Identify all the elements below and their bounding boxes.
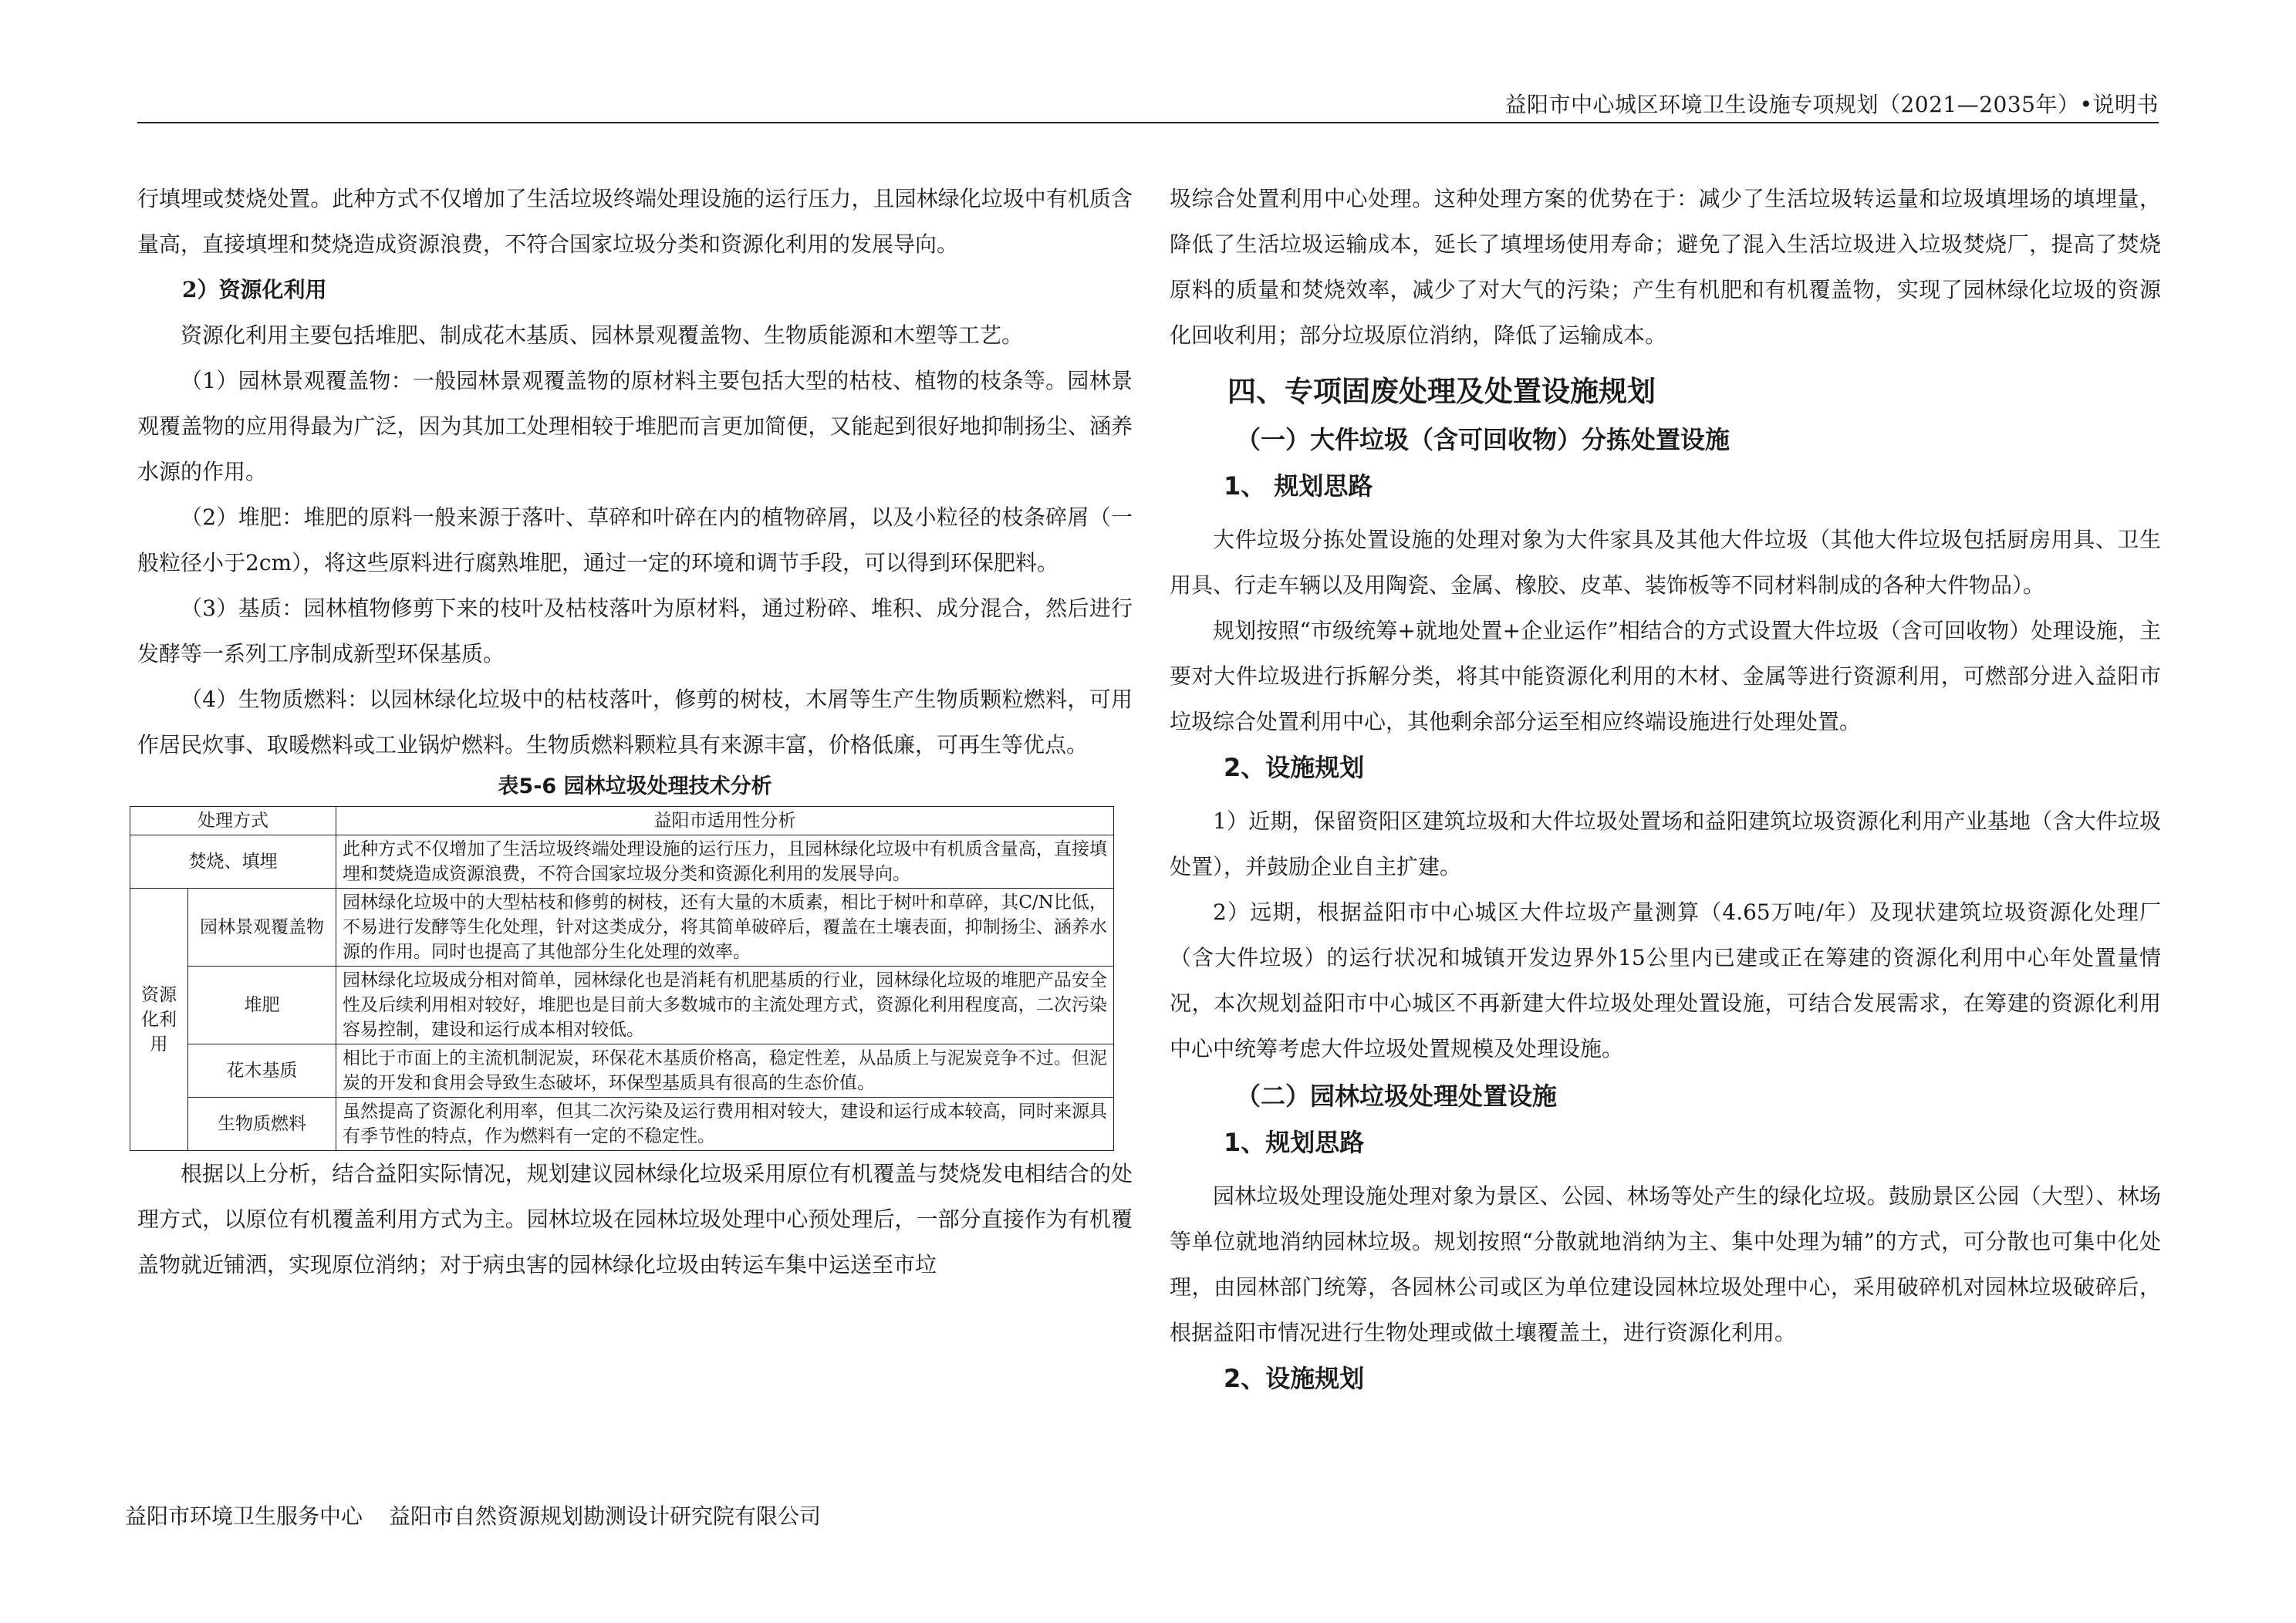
- paragraph: （1）园林景观覆盖物：一般园林景观覆盖物的原材料主要包括大型的枯枝、植物的枝条等。园林景观覆盖物的应用得最为广泛，因为其加工处理相较于堆肥而言更加简便，又能起到很好地抑制扬尘、涵养水源的作用。: [137, 368, 1133, 484]
- paragraph: （4）生物质燃料：以园林绿化垃圾中的枯枝落叶，修剪的树枝，木屑等生产生物质颗粒燃料，可用作居民炊事、取暖燃料或工业锅炉燃料。生物质燃料颗粒具有来源丰富，价格低廉，可再生等优点。: [137, 687, 1133, 758]
- paragraph: 行填埋或焚烧处置。此种方式不仅增加了生活垃圾终端处理设施的运行压力，且园林绿化垃圾中有机质含量高，直接填埋和焚烧造成资源浪费，不符合国家垃圾分类和资源化利用的发展导向。: [137, 186, 1133, 257]
- item-heading: 1、 规划思路: [1224, 471, 1373, 501]
- paragraph: 圾综合处置利用中心处理。这种处理方案的优势在于：减少了生活垃圾转运量和垃圾填埋场的填埋量，降低了生活垃圾运输成本，延长了填埋场使用寿命；避免了混入生活垃圾进入垃圾焚烧厂，提高了焚烧原料的质量和焚烧效率，减少了对大气的污染；产生有机肥和有机覆盖物，实现了园林绿化垃圾的资源化回收利用；部分垃圾原位消纳，降低了运输成本。: [1170, 186, 2161, 348]
- footer-org-institute: 益阳市自然资源规划勘测设计研究院有限公司: [389, 1503, 822, 1529]
- table-header-row: [130, 807, 1114, 835]
- subsection-heading: （二）园林垃圾处理处置设施: [1236, 1081, 1558, 1111]
- table-cell-desc: 相比于市面上的主流机制泥炭，环保花木基质价格高，稳定性差，从品质上与泥炭竞争不过。但泥炭的开发和食用会导致生态破坏，环保型基质具有很高的生态价值。: [336, 1044, 1114, 1098]
- table-cell-sub: 园林景观覆盖物: [188, 889, 336, 967]
- table-row: [130, 1098, 1114, 1151]
- footer-org-sanitation: 益阳市环境卫生服务中心: [125, 1503, 363, 1529]
- sub-heading: 2）资源化利用: [182, 277, 327, 302]
- item-heading: 2、设施规划: [1224, 1364, 1365, 1393]
- table-row: [130, 835, 1114, 889]
- paragraph: 1）近期，保留资阳区建筑垃圾和大件垃圾处置场和益阳建筑垃圾资源化利用产业基地（含大件垃圾处置），并鼓励企业自主扩建。: [1170, 808, 2161, 879]
- paragraph: 园林垃圾处理设施处理对象为景区、公园、林场等处产生的绿化垃圾。鼓励景区公园（大型）、林场等单位就地消纳园林垃圾。规划按照“分散就地消纳为主、集中处理为辅”的方式，可分散也可集中化处理，由园林部门统筹，各园林公司或区为单位建设园林垃圾处理中心，采用破碎机对园林垃圾破碎后，根据益阳市情况进行生物处理或做土壤覆盖土，进行资源化利用。: [1170, 1183, 2161, 1345]
- table-cell-method: 焚烧、填埋: [130, 835, 336, 889]
- table-header-method: 处理方式: [130, 807, 336, 835]
- paragraph: （2）堆肥：堆肥的原料一般来源于落叶、草碎和叶碎在内的植物碎屑，以及小粒径的枝条碎屑（一般粒径小于2cm），将这些原料进行腐熟堆肥，通过一定的环境和调节手段，可以得到环保肥料。: [137, 504, 1133, 575]
- table-cell-group: 资源化利用: [130, 889, 188, 1151]
- section-heading: 四、专项固废处理及处置设施规划: [1227, 375, 1656, 408]
- header-title: 益阳市中心城区环境卫生设施专项规划（2021—2035年）•说明书: [1504, 92, 2159, 117]
- table-cell-desc: 虽然提高了资源化利用率，但其二次污染及运行费用相对较大，建设和运行成本较高，同时来源具有季节性的特点，作为燃料有一定的不稳定性。: [336, 1098, 1114, 1151]
- paragraph: 2）远期，根据益阳市中心城区大件垃圾产量测算（4.65万吨/年）及现状建筑垃圾资源化处理厂（含大件垃圾）的运行状况和城镇开发边界外15公里内已建或正在筹建的资源化利用中心年处置量情况，本次规划益阳市中心城区不再新建大件垃圾处理处置设施，可结合发展需求，在筹建的资源化利用中心中统筹考虑大件垃圾处置规模及处理设施。: [1170, 899, 2161, 1061]
- table-caption: 表5-6 园林垃圾处理技术分析: [498, 774, 772, 798]
- paragraph: 大件垃圾分拣处置设施的处理对象为大件家具及其他大件垃圾（其他大件垃圾包括厨房用具、卫生用具、行走车辆以及用陶瓷、金属、橡胶、皮革、装饰板等不同材料制成的各种大件物品）。: [1170, 527, 2161, 598]
- table-cell-desc: 园林绿化垃圾中的大型枯枝和修剪的树枝，还有大量的木质素，相比于树叶和草碎，其C/N比低，不易进行发酵等生化处理，针对这类成分，将其简单破碎后，覆盖在土壤表面，抑制扬尘、涵养水源的作用。同时也提高了其他部分生化处理的效率。: [336, 889, 1114, 967]
- table-header-analysis: 益阳市适用性分析: [336, 807, 1114, 835]
- paragraph: 规划按照“市级统筹+就地处置+企业运作”相结合的方式设置大件垃圾（含可回收物）处理设施，主要对大件垃圾进行拆解分类，将其中能资源化利用的木材、金属等进行资源利用，可燃部分进入益阳市垃圾综合处置利用中心，其他剩余部分运至相应终端设施进行处理处置。: [1170, 618, 2161, 734]
- table-row: [130, 889, 1114, 967]
- table-row: [130, 967, 1114, 1044]
- paragraph: 资源化利用主要包括堆肥、制成花木基质、园林景观覆盖物、生物质能源和木塑等工艺。: [181, 322, 1024, 348]
- table-cell-sub: 堆肥: [188, 967, 336, 1044]
- subsection-heading: （一）大件垃圾（含可回收物）分拣处置设施: [1236, 425, 1730, 454]
- paragraph: （3）基质：园林植物修剪下来的枝叶及枯枝落叶为原材料，通过粉碎、堆积、成分混合，然后进行发酵等一系列工序制成新型环保基质。: [137, 596, 1133, 666]
- table-cell-desc: 园林绿化垃圾成分相对简单，园林绿化也是消耗有机肥基质的行业，园林绿化垃圾的堆肥产品安全性及后续利用相对较好，堆肥也是目前大多数城市的主流处理方式，资源化利用程度高，二次污染容易控制，建设和运行成本相对较低。: [336, 967, 1114, 1044]
- right-column: [1170, 176, 2161, 1409]
- footer: [125, 1500, 821, 1530]
- table-row: [130, 1044, 1114, 1098]
- table-cell-desc: 此种方式不仅增加了生活垃圾终端处理设施的运行压力，且园林绿化垃圾中有机质含量高，直接填埋和焚烧造成资源浪费，不符合国家垃圾分类和资源化利用的发展导向。: [336, 835, 1114, 889]
- table-cell-sub: 花木基质: [188, 1044, 336, 1098]
- table-cell-sub: 生物质燃料: [188, 1098, 336, 1151]
- paragraph: 根据以上分析，结合益阳实际情况，规划建议园林绿化垃圾采用原位有机覆盖与焚烧发电相结合的处理方式，以原位有机覆盖利用方式为主。园林垃圾在园林垃圾处理中心预处理后，一部分直接作为有机覆盖物就近铺洒，实现原位消纳；对于病虫害的园林绿化垃圾由转运车集中运送至市垃: [137, 1161, 1133, 1277]
- treatment-analysis-table: [130, 806, 1114, 1151]
- left-column: [137, 176, 1133, 1287]
- item-heading: 2、设施规划: [1224, 753, 1365, 782]
- item-heading: 1、规划思路: [1224, 1128, 1365, 1157]
- header-divider: [137, 122, 2159, 123]
